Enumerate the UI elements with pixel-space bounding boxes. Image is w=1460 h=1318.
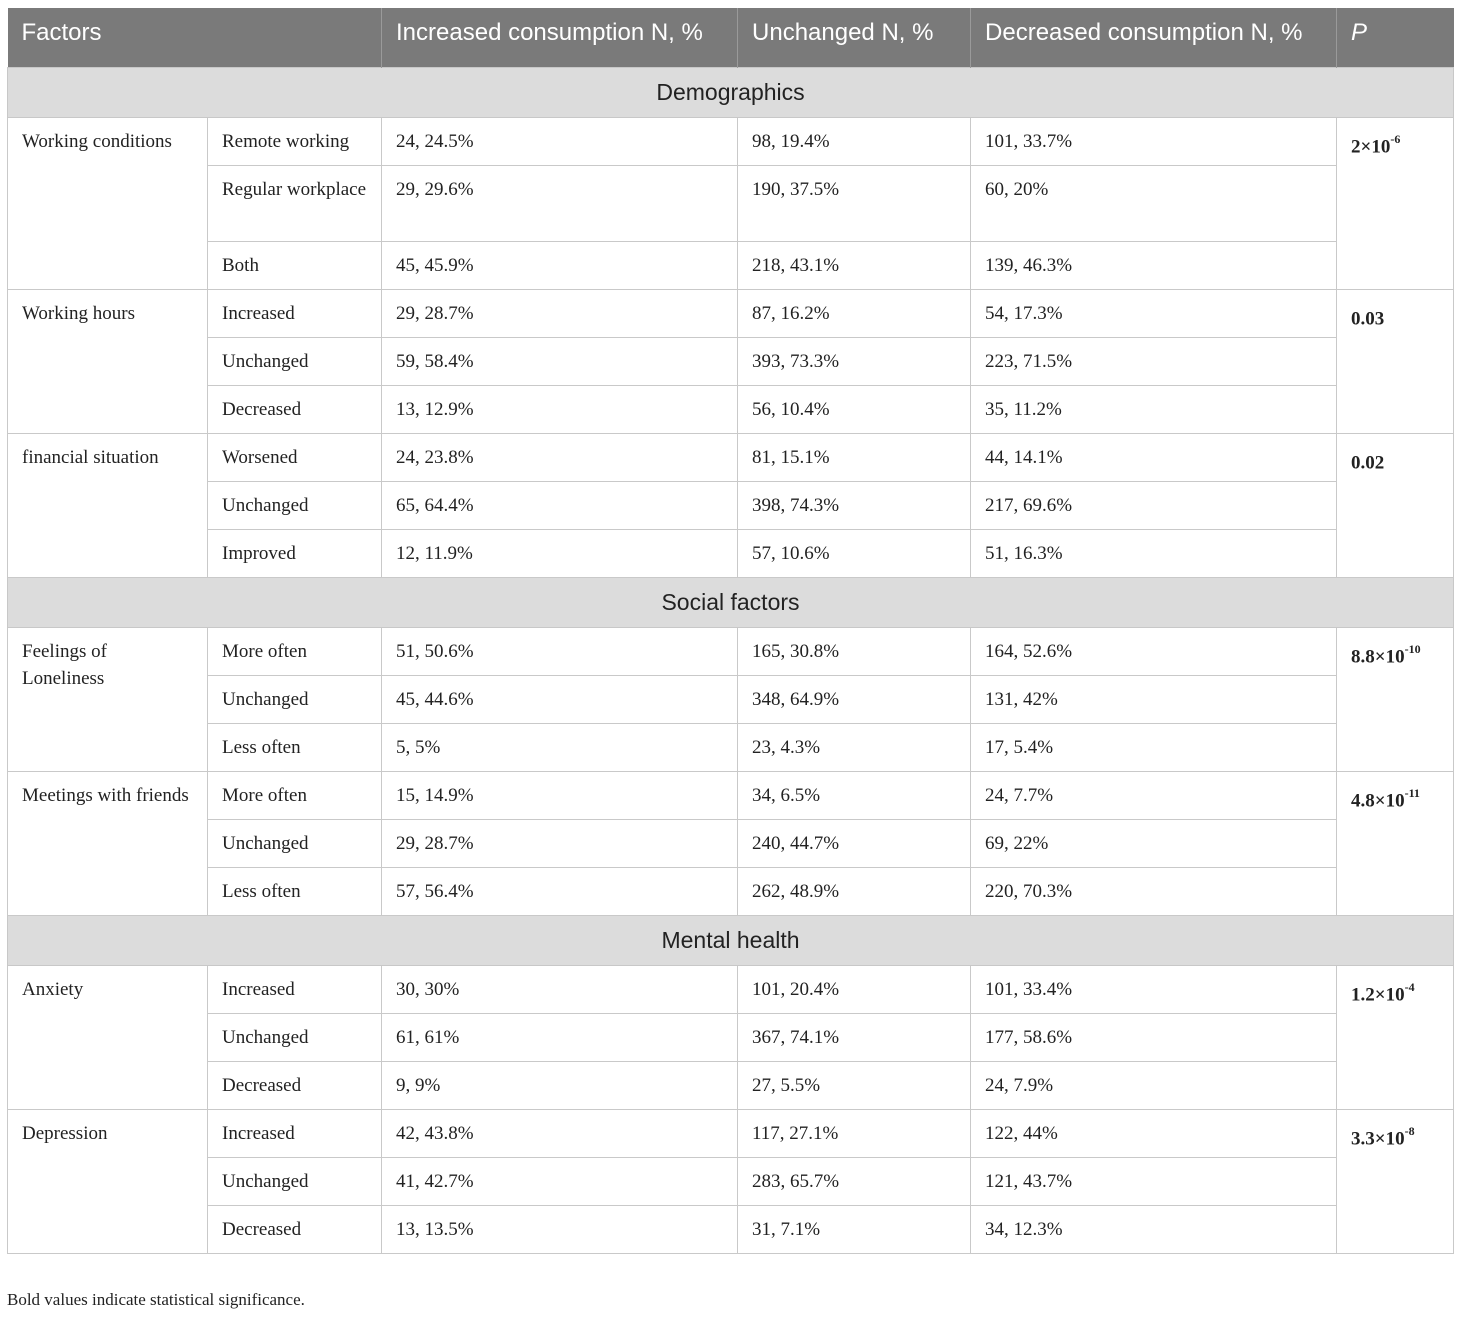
unchanged-cell: 367, 74.1% (738, 1013, 971, 1061)
increased-cell: 24, 24.5% (382, 117, 738, 165)
table-footnote: Bold values indicate statistical significance. (7, 1290, 305, 1309)
table-row (8, 1157, 1454, 1205)
level-cell: Unchanged (208, 675, 382, 723)
header-factors: Factors (8, 8, 382, 67)
p-value (1337, 627, 1454, 771)
table-row (8, 117, 1454, 165)
decreased-cell: 44, 14.1% (971, 433, 1337, 481)
level-cell: Increased (208, 965, 382, 1013)
increased-cell: 45, 45.9% (382, 241, 738, 289)
decreased-cell: 177, 58.6% (971, 1013, 1337, 1061)
increased-cell: 61, 61% (382, 1013, 738, 1061)
p-mantissa: 4.8×10 (1351, 789, 1405, 811)
unchanged-cell: 81, 15.1% (738, 433, 971, 481)
decreased-cell: 139, 46.3% (971, 241, 1337, 289)
decreased-cell: 223, 71.5% (971, 337, 1337, 385)
decreased-cell: 101, 33.4% (971, 965, 1337, 1013)
table-row (8, 771, 1454, 819)
table-row (8, 867, 1454, 915)
unchanged-cell: 98, 19.4% (738, 117, 971, 165)
unchanged-cell: 27, 5.5% (738, 1061, 971, 1109)
decreased-cell: 101, 33.7% (971, 117, 1337, 165)
factor-name: Working hours (8, 289, 208, 433)
decreased-cell: 35, 11.2% (971, 385, 1337, 433)
increased-cell: 30, 30% (382, 965, 738, 1013)
increased-cell: 29, 29.6% (382, 165, 738, 241)
p-mantissa: 0.03 (1351, 307, 1385, 329)
increased-cell: 59, 58.4% (382, 337, 738, 385)
unchanged-cell: 240, 44.7% (738, 819, 971, 867)
table-row (8, 385, 1454, 433)
decreased-cell: 122, 44% (971, 1109, 1337, 1157)
increased-cell: 24, 23.8% (382, 433, 738, 481)
level-cell: Remote working (208, 117, 382, 165)
level-cell: Regular workplace (208, 165, 382, 241)
level-cell: Both (208, 241, 382, 289)
header-p: P (1337, 8, 1454, 67)
level-cell: More often (208, 627, 382, 675)
p-mantissa: 1.2×10 (1351, 983, 1405, 1005)
table-row (8, 965, 1454, 1013)
p-exponent: -4 (1404, 979, 1415, 994)
table-row (8, 241, 1454, 289)
unchanged-cell: 398, 74.3% (738, 481, 971, 529)
level-cell: Worsened (208, 433, 382, 481)
table-row (8, 481, 1454, 529)
section-row (8, 67, 1454, 117)
decreased-cell: 69, 22% (971, 819, 1337, 867)
table-row (8, 1109, 1454, 1157)
level-cell: Decreased (208, 1205, 382, 1253)
level-cell: More often (208, 771, 382, 819)
p-exponent: -11 (1404, 785, 1420, 800)
section-row (8, 915, 1454, 965)
section-title: Social factors (8, 577, 1454, 627)
level-cell: Unchanged (208, 481, 382, 529)
p-exponent: -6 (1390, 131, 1401, 146)
increased-cell: 51, 50.6% (382, 627, 738, 675)
p-value (1337, 965, 1454, 1109)
unchanged-cell: 165, 30.8% (738, 627, 971, 675)
unchanged-cell: 393, 73.3% (738, 337, 971, 385)
p-mantissa: 0.02 (1351, 451, 1385, 473)
table-row (8, 337, 1454, 385)
unchanged-cell: 262, 48.9% (738, 867, 971, 915)
level-cell: Unchanged (208, 1157, 382, 1205)
increased-cell: 9, 9% (382, 1061, 738, 1109)
factor-name: Anxiety (8, 965, 208, 1109)
increased-cell: 29, 28.7% (382, 819, 738, 867)
increased-cell: 29, 28.7% (382, 289, 738, 337)
level-cell: Unchanged (208, 1013, 382, 1061)
increased-cell: 41, 42.7% (382, 1157, 738, 1205)
increased-cell: 13, 12.9% (382, 385, 738, 433)
increased-cell: 5, 5% (382, 723, 738, 771)
increased-cell: 13, 13.5% (382, 1205, 738, 1253)
level-cell: Decreased (208, 1061, 382, 1109)
factor-name: Depression (8, 1109, 208, 1253)
p-mantissa: 8.8×10 (1351, 645, 1405, 667)
increased-cell: 12, 11.9% (382, 529, 738, 577)
decreased-cell: 34, 12.3% (971, 1205, 1337, 1253)
level-cell: Unchanged (208, 819, 382, 867)
decreased-cell: 24, 7.9% (971, 1061, 1337, 1109)
table-row (8, 675, 1454, 723)
results-table (7, 8, 1454, 1254)
table-row (8, 289, 1454, 337)
section-title: Mental health (8, 915, 1454, 965)
p-value (1337, 117, 1454, 289)
table-row (8, 1013, 1454, 1061)
decreased-cell: 24, 7.7% (971, 771, 1337, 819)
decreased-cell: 220, 70.3% (971, 867, 1337, 915)
unchanged-cell: 23, 4.3% (738, 723, 971, 771)
unchanged-cell: 87, 16.2% (738, 289, 971, 337)
p-mantissa: 2×10 (1351, 135, 1391, 157)
unchanged-cell: 34, 6.5% (738, 771, 971, 819)
unchanged-cell: 117, 27.1% (738, 1109, 971, 1157)
unchanged-cell: 57, 10.6% (738, 529, 971, 577)
level-cell: Increased (208, 1109, 382, 1157)
p-value (1337, 1109, 1454, 1253)
unchanged-cell: 283, 65.7% (738, 1157, 971, 1205)
level-cell: Increased (208, 289, 382, 337)
p-value (1337, 433, 1454, 577)
section-title: Demographics (8, 67, 1454, 117)
increased-cell: 42, 43.8% (382, 1109, 738, 1157)
table-row (8, 819, 1454, 867)
unchanged-cell: 101, 20.4% (738, 965, 971, 1013)
increased-cell: 45, 44.6% (382, 675, 738, 723)
unchanged-cell: 56, 10.4% (738, 385, 971, 433)
factor-name: Meetings with friends (8, 771, 208, 915)
decreased-cell: 164, 52.6% (971, 627, 1337, 675)
table-row (8, 529, 1454, 577)
p-mantissa: 3.3×10 (1351, 1127, 1405, 1149)
section-row (8, 577, 1454, 627)
decreased-cell: 17, 5.4% (971, 723, 1337, 771)
header-unchanged: Unchanged N, % (738, 8, 971, 67)
table-row (8, 165, 1454, 241)
unchanged-cell: 31, 7.1% (738, 1205, 971, 1253)
unchanged-cell: 348, 64.9% (738, 675, 971, 723)
increased-cell: 15, 14.9% (382, 771, 738, 819)
table-row (8, 1205, 1454, 1253)
decreased-cell: 217, 69.6% (971, 481, 1337, 529)
header-row (8, 8, 1454, 67)
decreased-cell: 54, 17.3% (971, 289, 1337, 337)
unchanged-cell: 218, 43.1% (738, 241, 971, 289)
table-row (8, 1061, 1454, 1109)
header-decreased: Decreased consumption N, % (971, 8, 1337, 67)
level-cell: Less often (208, 867, 382, 915)
decreased-cell: 60, 20% (971, 165, 1337, 241)
table-row (8, 723, 1454, 771)
level-cell: Decreased (208, 385, 382, 433)
level-cell: Improved (208, 529, 382, 577)
factor-name: Feelings of Loneliness (8, 627, 208, 771)
unchanged-cell: 190, 37.5% (738, 165, 971, 241)
decreased-cell: 51, 16.3% (971, 529, 1337, 577)
p-value (1337, 289, 1454, 433)
header-increased: Increased consumption N, % (382, 8, 738, 67)
p-value (1337, 771, 1454, 915)
increased-cell: 65, 64.4% (382, 481, 738, 529)
increased-cell: 57, 56.4% (382, 867, 738, 915)
p-exponent: -10 (1404, 641, 1421, 656)
factor-name: Working conditions (8, 117, 208, 289)
decreased-cell: 131, 42% (971, 675, 1337, 723)
table-row (8, 433, 1454, 481)
factor-name: financial situation (8, 433, 208, 577)
table-row (8, 627, 1454, 675)
level-cell: Less often (208, 723, 382, 771)
level-cell: Unchanged (208, 337, 382, 385)
p-exponent: -8 (1404, 1123, 1415, 1138)
decreased-cell: 121, 43.7% (971, 1157, 1337, 1205)
